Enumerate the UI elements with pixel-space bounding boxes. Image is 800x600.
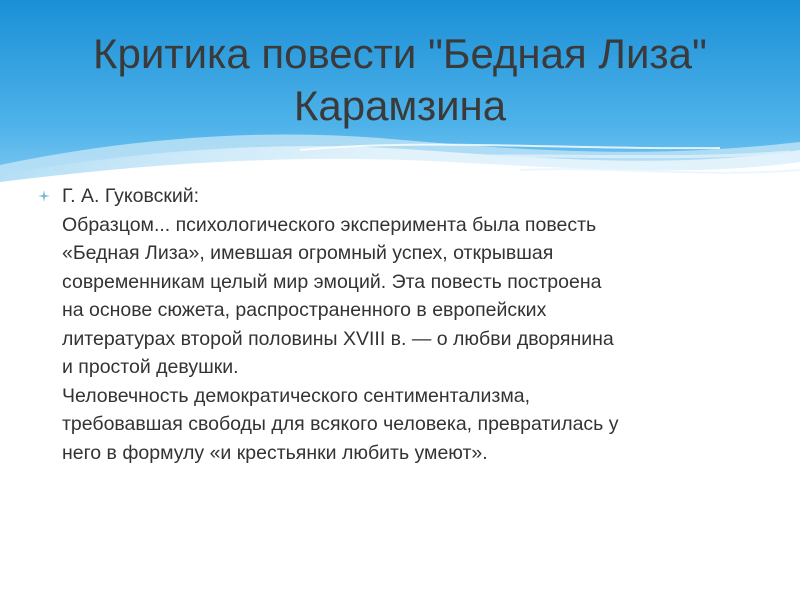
body-line: и простой девушки. <box>62 356 239 378</box>
body-line: литературах второй половины XVIII в. — о любви дворянина <box>62 327 614 350</box>
title-line-2: Карамзина <box>293 82 507 129</box>
body-line: современникам целый мир эмоций. Эта повесть построена <box>62 270 602 293</box>
slide-title <box>40 28 760 132</box>
slide-content <box>38 182 778 467</box>
body-line: на основе сюжета, распространенного в европейских <box>62 299 547 321</box>
body-line: него в формулу «и крестьянки любить умеют». <box>62 441 488 464</box>
title-line-1: Критика повести "Бедная Лиза" <box>93 30 707 77</box>
bullet-item <box>38 182 778 467</box>
author-label: Г. А. Гуковский: <box>62 185 200 207</box>
body-line: требовавшая свободы для всякого человека, превратилась у <box>62 413 619 435</box>
body-line: «Бедная Лиза», имевшая огромный успех, открывшая <box>62 242 554 264</box>
body-line: Образцом... психологического эксперимента была повесть <box>62 213 597 236</box>
bullet-star-icon <box>38 190 50 202</box>
body-line: Человечность демократического сентиментализма, <box>62 384 531 407</box>
